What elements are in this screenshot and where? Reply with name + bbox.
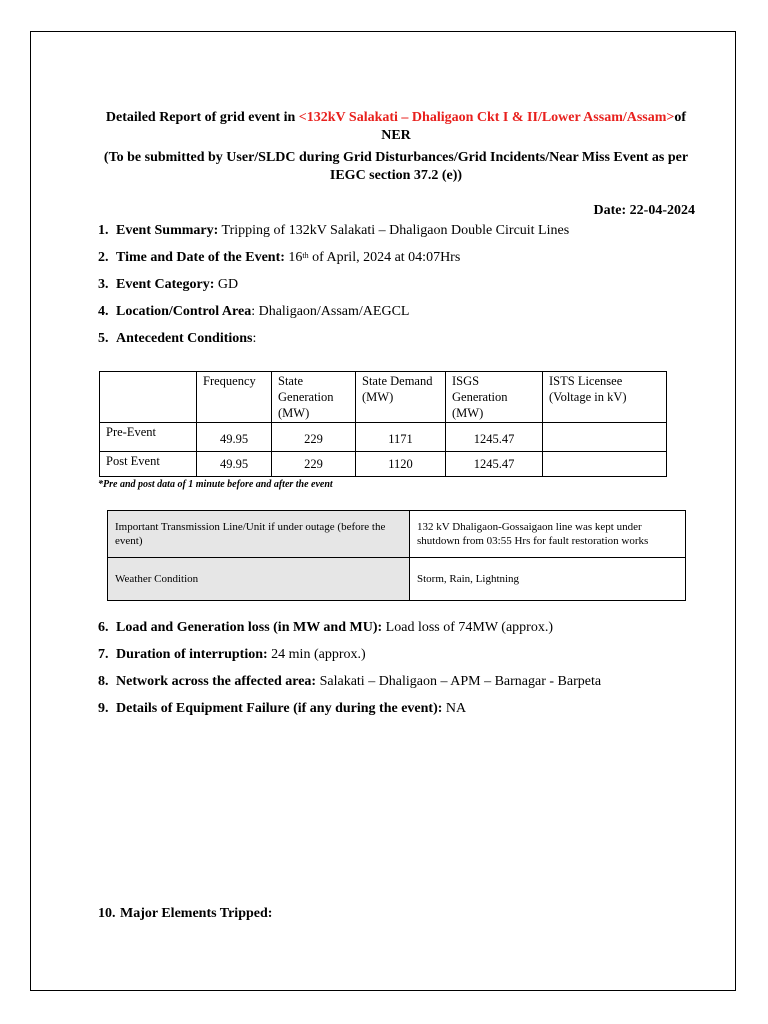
item-equipment-failure [98, 700, 466, 718]
table-cell: 1171 [356, 423, 446, 452]
item-antecedent [98, 330, 256, 348]
item-value-post: of April, 2024 at 04:07Hrs [308, 250, 461, 265]
table-cell [543, 423, 667, 452]
title-suffix: of NER [381, 110, 687, 143]
table-cell: 1245.47 [446, 423, 543, 452]
table-cell: 229 [272, 452, 356, 477]
item-label: Event Category: [116, 277, 215, 292]
item-value: NA [442, 701, 467, 716]
report-subtitle: (To be submitted by User/SLDC during Grid Disturbances/Grid Incidents/Near Miss Event as per IEGC section 37.2 (e)) [103, 150, 689, 183]
item-colon: : [251, 304, 256, 319]
item-event-summary [98, 222, 569, 240]
table-note: *Pre and post data of 1 minute before and after the event [98, 479, 333, 490]
table-cell: 1245.47 [446, 452, 543, 477]
table-header-cell [100, 372, 197, 423]
item-number: 1. [98, 223, 109, 238]
item-number: 4. [98, 304, 109, 319]
table-row-label: Post Event [100, 452, 197, 477]
item-label: Event Summary: [116, 223, 219, 238]
item-value: Salakati – Dhaligaon – APM – Barnagar - Barpeta [316, 674, 602, 689]
item-load-loss [98, 619, 553, 637]
item-label: Time and Date of the Event: [116, 250, 285, 265]
item-major-elements [98, 905, 272, 923]
table-cell: 1120 [356, 452, 446, 477]
table-cell [543, 452, 667, 477]
item-colon: : [252, 331, 257, 346]
table-header-cell: Frequency [197, 372, 272, 423]
table-header-cell: ISGS Generation (MW) [446, 372, 543, 423]
item-location [98, 303, 409, 321]
table-header-row [100, 372, 667, 423]
title-highlight: <132kV Salakati – Dhaligaon Ckt I & II/Lower Assam/Assam> [298, 110, 675, 125]
item-value: Tripping of 132kV Salakati – Dhaligaon Double Circuit Lines [218, 223, 570, 238]
item-number: 6. [98, 620, 109, 635]
table-header-cell: State Demand (MW) [356, 372, 446, 423]
item-label: Details of Equipment Failure (if any during the event): [116, 701, 443, 716]
item-label: Network across the affected area: [116, 674, 317, 689]
item-time-date [98, 249, 460, 267]
table-cell: 49.95 [197, 423, 272, 452]
report-title [96, 109, 696, 145]
report-date: Date: 22-04-2024 [593, 203, 695, 218]
table-cell: 49.95 [197, 452, 272, 477]
item-label: Antecedent Conditions [116, 331, 253, 346]
outage-label: Important Transmission Line/Unit if under outage (before the event) [108, 511, 410, 558]
item-duration [98, 646, 366, 664]
title-prefix: Detailed Report of grid event in [105, 110, 299, 125]
item-value-pre: 16 [284, 250, 303, 265]
weather-label: Weather Condition [108, 558, 410, 601]
item-number: 3. [98, 277, 109, 292]
table-header-cell: State Generation (MW) [272, 372, 356, 423]
table-row [108, 558, 686, 601]
outage-table [107, 510, 686, 601]
item-value: Dhaligaon/Assam/AEGCL [255, 304, 410, 319]
item-number: 8. [98, 674, 109, 689]
item-value: GD [214, 277, 239, 292]
item-network [98, 673, 601, 691]
item-label: Major Elements Tripped: [120, 906, 273, 921]
item-value-sup: th [302, 251, 309, 260]
item-number: 5. [98, 331, 109, 346]
table-row [100, 452, 667, 477]
table-row [108, 511, 686, 558]
item-event-category [98, 276, 238, 294]
outage-value: 132 kV Dhaligaon-Gossaigaon line was kept under shutdown from 03:55 Hrs for fault restoration works [410, 511, 686, 558]
table-row [100, 423, 667, 452]
item-number: 10. [98, 906, 116, 921]
item-number: 2. [98, 250, 109, 265]
item-number: 7. [98, 647, 109, 662]
item-value: 24 min (approx.) [267, 647, 366, 662]
item-value: Load loss of 74MW (approx.) [382, 620, 553, 635]
item-label: Location/Control Area [116, 304, 252, 319]
table-row-label: Pre-Event [100, 423, 197, 452]
antecedent-table [99, 371, 667, 477]
weather-value: Storm, Rain, Lightning [410, 558, 686, 601]
item-label: Load and Generation loss (in MW and MU): [116, 620, 383, 635]
table-header-cell: ISTS Licensee (Voltage in kV) [543, 372, 667, 423]
item-label: Duration of interruption: [116, 647, 268, 662]
table-cell: 229 [272, 423, 356, 452]
item-number: 9. [98, 701, 109, 716]
